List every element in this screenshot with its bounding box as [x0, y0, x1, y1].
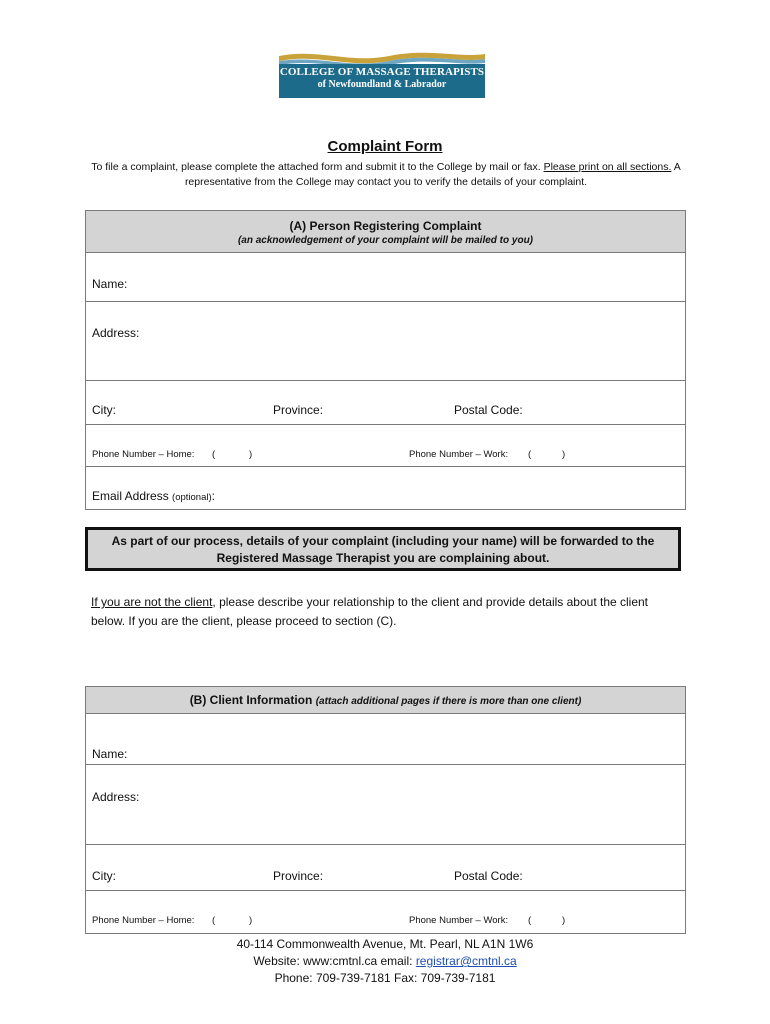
footer-web-email: [0, 953, 770, 970]
email-optional-note: (optional): [172, 492, 212, 503]
notice-box: [85, 527, 681, 571]
section-a-header: [86, 211, 685, 253]
section-a-phone-row[interactable]: [86, 425, 685, 467]
city-label: City:: [92, 403, 116, 417]
phone-work-label: Phone Number – Work:: [409, 449, 509, 460]
section-b-title: (B) Client Information: [189, 693, 313, 707]
section-b-address-field[interactable]: [86, 765, 685, 845]
section-a-person-registering: [85, 210, 686, 510]
not-the-client-text: If you are not the client: [91, 595, 213, 609]
phone-home-label: Phone Number – Home:: [92, 449, 195, 460]
notice-line-1: As part of our process, details of your complaint (including your name) will be forwarded to the: [111, 534, 655, 548]
province-label: Province:: [273, 403, 324, 417]
email-label: [92, 489, 215, 503]
logo-line-2: of Newfoundland & Labrador: [317, 79, 447, 90]
section-a-email-field[interactable]: [86, 467, 685, 509]
section-a-subtitle: (an acknowledgement of your complaint will be mailed to you): [237, 235, 534, 246]
section-b-city-province-postal-row[interactable]: [86, 845, 685, 891]
section-b-name-field[interactable]: [86, 714, 685, 765]
client-postal-code-label: Postal Code:: [454, 869, 523, 883]
client-phone-work-paren-open: (: [528, 915, 532, 926]
footer-contact: [0, 936, 770, 987]
phone-home-paren-close: ): [249, 449, 253, 460]
postal-code-label: Postal Code:: [454, 403, 523, 417]
client-city-label: City:: [92, 869, 116, 883]
footer-address: 40-114 Commonwealth Avenue, Mt. Pearl, NL A1N 1W6: [236, 937, 534, 951]
intro-text-1: To file a complaint, please complete the attached form and submit it to the College by mail or fax.: [91, 161, 544, 173]
phone-home-paren-open: (: [212, 449, 216, 460]
logo-line-1: COLLEGE OF MASSAGE THERAPISTS: [279, 66, 485, 78]
form-intro: [86, 160, 686, 190]
section-a-city-province-postal-row[interactable]: [86, 381, 685, 425]
form-title: Complaint Form: [327, 138, 443, 155]
email-label-colon: :: [211, 489, 215, 503]
phone-work-paren-open: (: [528, 449, 532, 460]
footer-email-link[interactable]: registrar@cmtnl.ca: [415, 954, 517, 968]
client-province-label: Province:: [273, 869, 324, 883]
section-b-header: [86, 687, 685, 714]
section-b-note: (attach additional pages if there is more than one client): [315, 696, 582, 707]
section-b-phone-row[interactable]: [86, 891, 685, 933]
footer-website: Website: www:cmtnl.ca email:: [253, 954, 416, 968]
client-phone-work-label: Phone Number – Work:: [409, 915, 509, 926]
client-phone-home-paren-close: ): [249, 915, 253, 926]
footer-phone-fax: Phone: 709-739-7181 Fax: 709-739-7181: [274, 971, 496, 985]
client-instructions: [91, 593, 681, 631]
section-b-client-information: [85, 686, 686, 934]
instructions-rest: , please describe your relationship to the client and provide details about the client below. If you are the client, please proceed to section (C).: [91, 595, 649, 628]
phone-work-paren-close: ): [562, 449, 566, 460]
section-a-name-field[interactable]: [86, 253, 685, 302]
email-label-text: Email Address: [92, 489, 169, 503]
intro-print-note: Please print on all sections.: [543, 161, 672, 173]
client-phone-home-paren-open: (: [212, 915, 216, 926]
client-phone-home-label: Phone Number – Home:: [92, 915, 195, 926]
college-logo: [279, 50, 485, 98]
name-label: Name:: [92, 277, 128, 291]
client-address-label: Address:: [92, 790, 140, 804]
address-label: Address:: [92, 326, 140, 340]
client-name-label: Name:: [92, 747, 128, 761]
notice-line-2: Registered Massage Therapist you are complaining about.: [216, 551, 550, 565]
intro-text-2: A representative from the College may contact you to verify the details of your complaint.: [184, 161, 681, 188]
client-phone-work-paren-close: ): [562, 915, 566, 926]
section-a-title: (A) Person Registering Complaint: [289, 219, 482, 233]
section-a-address-field[interactable]: [86, 302, 685, 381]
